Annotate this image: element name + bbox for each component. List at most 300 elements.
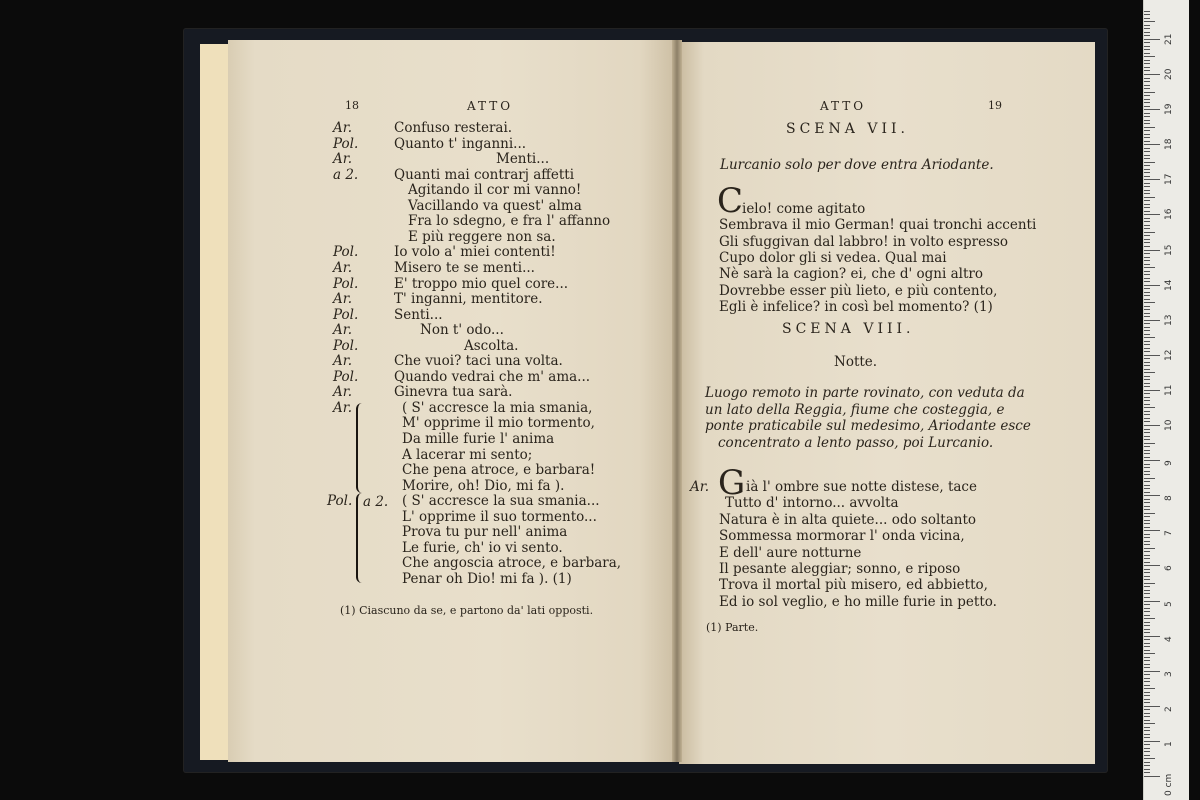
ruler-tick (1144, 239, 1150, 240)
ruler-tick (1144, 695, 1150, 696)
a2-marker: a 2. (363, 494, 389, 510)
scene7-dropcap: C (717, 181, 744, 221)
ruler-tick (1144, 85, 1150, 86)
verse-line: Ginevra tua sarà. (394, 384, 513, 401)
ruler-tick (1144, 130, 1150, 131)
ruler-tick (1144, 320, 1160, 321)
ruler-tick (1144, 211, 1150, 212)
ruler-tick (1144, 176, 1150, 177)
scene8-direction-line: un lato della Reggia, fiume che costeggia, e (705, 401, 1005, 418)
ruler-tick (1144, 260, 1150, 261)
ruler-tick (1144, 144, 1160, 145)
ruler-tick (1144, 225, 1150, 226)
ruler-tick (1144, 534, 1150, 535)
speaker-label: Ar. (333, 399, 353, 416)
ruler-tick (1144, 537, 1150, 538)
ruler-tick (1144, 727, 1150, 728)
ruler-tick (1144, 551, 1150, 552)
ruler-tick (1144, 632, 1150, 633)
left-page-number: 18 (345, 99, 359, 112)
ruler-tick (1144, 569, 1150, 570)
verse-line: Le furie, ch' io vi sento. (402, 539, 563, 556)
ruler-tick (1144, 267, 1155, 268)
ruler-number: 19 (1164, 103, 1174, 116)
ruler-tick (1144, 207, 1150, 208)
speaker-label: Pol. (333, 244, 359, 261)
ruler-number: 20 (1164, 68, 1174, 80)
ruler-tick (1144, 436, 1150, 437)
ruler-tick (1144, 414, 1150, 415)
ruler-tick (1144, 653, 1155, 654)
ruler-number: 10 (1164, 419, 1174, 431)
verse-line: Fra lo sdegno, e fra l' affanno (408, 213, 611, 230)
scene7-line: Egli è infelice? in così bel momento? (1) (719, 298, 993, 315)
ruler-tick (1144, 709, 1150, 710)
ruler-number: 14 (1164, 279, 1174, 291)
ruler-number: 7 (1164, 530, 1174, 537)
ruler-tick (1144, 67, 1150, 68)
ruler-tick (1144, 593, 1150, 594)
speaker-label: Ar. (333, 291, 353, 308)
ruler-tick (1144, 88, 1150, 89)
scene7-line: Sembrava il mio German! quai tronchi accenti (719, 217, 1037, 234)
scene8-line: E dell' aure notturne (719, 544, 862, 561)
ruler-tick (1144, 35, 1150, 36)
ruler-tick (1144, 278, 1150, 279)
ruler-tick (1144, 541, 1150, 542)
ruler-tick (1144, 70, 1150, 71)
scene7-title: SCENA VII. (786, 121, 909, 137)
ruler-tick (1144, 299, 1150, 300)
ruler-tick (1144, 737, 1150, 738)
left-brace-upper (356, 403, 366, 493)
right-page-number: 19 (988, 99, 1002, 112)
ruler-tick (1144, 523, 1150, 524)
ruler-number: 16 (1164, 208, 1174, 221)
ruler-tick (1144, 137, 1150, 138)
ruler-tick (1144, 457, 1150, 458)
ruler-tick (1144, 362, 1150, 363)
ruler-tick (1144, 421, 1150, 422)
ruler-tick (1144, 772, 1150, 773)
verse-line: Misero te se menti... (394, 259, 535, 276)
ruler-number: 17 (1164, 173, 1174, 186)
ruler-tick (1144, 246, 1150, 247)
verse-line: Quanti mai contrarj affetti (394, 166, 575, 183)
verse-line: Penar oh Dio! mi fa ). (1) (402, 570, 572, 587)
ruler-tick (1144, 397, 1150, 398)
ruler-tick (1144, 120, 1150, 121)
ruler-tick (1144, 355, 1160, 356)
ruler-tick (1144, 625, 1150, 626)
ruler-tick (1144, 148, 1150, 149)
ruler-tick (1144, 162, 1155, 163)
ruler-tick (1144, 485, 1150, 486)
ruler-tick (1144, 558, 1150, 559)
ruler-tick (1144, 478, 1155, 479)
verse-line: Ascolta. (464, 337, 519, 354)
scene7-line: ielo! come agitato (742, 201, 866, 217)
ruler-tick (1144, 629, 1150, 630)
ruler-tick (1144, 123, 1150, 124)
ruler-tick (1144, 639, 1150, 640)
ruler-number: 3 (1164, 670, 1174, 677)
ruler-tick (1144, 765, 1150, 766)
ruler-tick (1144, 513, 1155, 514)
ruler-tick (1144, 330, 1150, 331)
ruler-tick (1144, 509, 1150, 510)
ruler-tick (1144, 667, 1150, 668)
ruler-tick (1144, 14, 1150, 15)
verse-line: Prova tu pur nell' anima (402, 524, 568, 541)
ruler-tick (1144, 99, 1150, 100)
ruler-number: 13 (1164, 314, 1174, 326)
ruler-tick (1144, 155, 1150, 156)
ruler-tick (1144, 193, 1150, 194)
ruler-number: 15 (1164, 244, 1174, 256)
ruler-tick (1144, 92, 1155, 93)
ruler-tick (1144, 481, 1150, 482)
ruler-tick (1144, 583, 1155, 584)
ruler-tick (1144, 741, 1160, 742)
ruler-tick (1144, 250, 1160, 251)
ruler-tick (1144, 316, 1150, 317)
ruler-tick (1144, 692, 1150, 693)
scene8-line: Natura è in alta quiete... odo soltanto (719, 511, 976, 528)
ruler-tick (1144, 453, 1150, 454)
ruler-tick (1144, 386, 1150, 387)
ruler-tick (1144, 713, 1150, 714)
scene8-line: ià l' ombre sue notte distese, tace (746, 479, 977, 495)
ruler-tick (1144, 351, 1150, 352)
verse-line: E più reggere non sa. (408, 228, 556, 245)
ruler-number: 2 (1164, 706, 1174, 712)
speaker-label: Pol. (327, 493, 353, 510)
ruler-tick (1144, 776, 1160, 777)
ruler-tick (1144, 158, 1150, 159)
ruler-tick (1144, 660, 1150, 661)
verse-line: ( S' accresce la sua smania... (402, 493, 600, 510)
ruler-tick (1144, 646, 1150, 647)
ruler-tick (1144, 295, 1150, 296)
ruler-tick (1144, 190, 1150, 191)
verse-line: Quanto t' inganni... (394, 135, 527, 152)
ruler-tick (1144, 576, 1150, 577)
speaker-label: Pol. (333, 275, 359, 292)
scene7-direction: Lurcanio solo per dove entra Ariodante. (720, 157, 994, 173)
ruler-number: 12 (1164, 349, 1174, 361)
ruler-tick (1144, 372, 1155, 373)
ruler-tick (1144, 464, 1150, 465)
ruler-tick (1144, 257, 1150, 258)
ruler-tick (1144, 604, 1150, 605)
ruler-tick (1144, 348, 1150, 349)
ruler-tick (1144, 341, 1150, 342)
speaker-label: Pol. (333, 306, 359, 323)
ruler-tick (1144, 758, 1155, 759)
ruler-tick (1144, 141, 1150, 142)
ruler-tick (1144, 622, 1150, 623)
ruler-tick (1144, 102, 1150, 103)
verse-line: Io volo a' miei contenti! (394, 244, 556, 261)
ruler-number: 11 (1164, 384, 1174, 396)
ruler-tick (1144, 562, 1150, 563)
ruler-tick (1144, 309, 1150, 310)
ruler-tick (1144, 56, 1155, 57)
ruler-tick (1144, 46, 1150, 47)
scene8-title: SCENA VIII. (782, 321, 915, 337)
verse-line: Agitando il cor mi vanno! (408, 182, 582, 199)
ruler-tick (1144, 474, 1150, 475)
speaker-label: Pol. (333, 368, 359, 385)
verse-line: Che vuoi? taci una volta. (394, 353, 563, 370)
ruler-tick (1144, 657, 1150, 658)
ruler-tick (1144, 432, 1150, 433)
speaker-label: Ar. (333, 322, 353, 339)
speaker-label: Ar. (333, 384, 353, 401)
verse-line: M' opprime il mio tormento, (402, 415, 595, 432)
ruler-tick (1144, 615, 1150, 616)
scene8-line: Ed io sol veglio, e ho mille furie in petto. (719, 593, 997, 610)
ruler-tick (1144, 285, 1160, 286)
verse-line: ( S' accresce la mia smania, (402, 399, 593, 416)
ruler-tick (1144, 601, 1160, 602)
ruler-tick (1144, 664, 1150, 665)
ruler-tick (1144, 218, 1150, 219)
right-footnote: (1) Parte. (706, 621, 759, 634)
ruler-tick (1144, 590, 1150, 591)
verse-line: Senti... (394, 306, 443, 323)
verse-line: Confuso resterai. (394, 120, 513, 136)
ruler-tick (1144, 499, 1150, 500)
ruler-tick (1144, 716, 1150, 717)
left-footnote: (1) Ciascuno da se, e partono da' lati opposti. (340, 604, 594, 617)
ruler-tick (1144, 18, 1150, 19)
ruler-tick (1144, 113, 1150, 114)
ruler-tick (1144, 11, 1150, 12)
speaker-label: Pol. (333, 337, 359, 354)
scene8-line: Il pesante aleggiar; sonno, e riposo (719, 561, 961, 577)
ruler-tick (1144, 450, 1150, 451)
ruler-tick (1144, 172, 1150, 173)
ruler-tick (1144, 337, 1155, 338)
scene7-line: Nè sarà la cagion? ei, che d' ogni altro (719, 266, 983, 283)
ruler-tick (1144, 242, 1150, 243)
ruler-tick (1144, 78, 1150, 79)
ruler-tick (1144, 358, 1150, 359)
verse-line: Che pena atroce, e barbara! (402, 462, 596, 479)
ruler-tick (1144, 755, 1150, 756)
ruler-tick (1144, 579, 1150, 580)
ruler-tick (1144, 393, 1150, 394)
ruler-tick (1144, 404, 1150, 405)
ruler-tick (1144, 106, 1150, 107)
ruler-tick (1144, 281, 1150, 282)
verse-line: Vacillando va quest' alma (408, 197, 582, 214)
ruler-tick (1144, 32, 1150, 33)
ruler-tick (1144, 169, 1150, 170)
ruler-tick (1144, 685, 1150, 686)
ruler-tick (1144, 197, 1155, 198)
ruler-tick (1144, 411, 1150, 412)
front-cover-edge (200, 44, 230, 760)
ruler-tick (1144, 548, 1155, 549)
ruler-tick (1144, 744, 1150, 745)
scene8-direction-line: ponte praticabile sul medesimo, Ariodante esce (705, 418, 1031, 434)
ruler-tick (1144, 274, 1150, 275)
ruler-tick (1144, 723, 1155, 724)
ruler-tick (1144, 323, 1150, 324)
ruler-tick (1144, 183, 1150, 184)
verse-line: Che angoscia atroce, e barbara, (402, 555, 622, 572)
ruler-tick (1144, 730, 1150, 731)
ruler-tick (1144, 734, 1150, 735)
ruler-tick (1144, 611, 1150, 612)
ruler-tick (1144, 63, 1150, 64)
verse-line: E' troppo mio quel core... (394, 275, 569, 292)
ruler-tick (1144, 228, 1150, 229)
speaker-label: Ar. (333, 353, 353, 370)
speaker-label: Pol. (333, 135, 359, 152)
verse-line: Non t' odo... (420, 322, 504, 339)
ruler-tick (1144, 471, 1150, 472)
ruler-tick (1144, 288, 1150, 289)
ruler-tick (1144, 527, 1150, 528)
scene7-line: Gli sfuggivan dal labbro! in volto espresso (719, 233, 1009, 250)
scene8-line: Tutto d' intorno... avvolta (725, 495, 899, 512)
ruler-number: 18 (1164, 138, 1174, 151)
ruler-tick (1144, 204, 1150, 205)
verse-line: A lacerar mi sento; (402, 446, 533, 463)
ruler-tick (1144, 586, 1150, 587)
ruler-tick (1144, 134, 1150, 135)
ruler-tick (1144, 762, 1150, 763)
ruler-tick (1144, 488, 1150, 489)
ruler-number: 5 (1164, 600, 1174, 607)
ruler-tick (1144, 53, 1150, 54)
ruler-tick (1144, 313, 1150, 314)
ruler-tick (1144, 429, 1150, 430)
verse-line: Menti... (496, 151, 550, 168)
ruler-number: 9 (1164, 460, 1174, 467)
ruler-tick (1144, 400, 1150, 401)
ruler-tick (1144, 407, 1155, 408)
scene8-line: Sommessa mormorar l' onda vicina, (719, 528, 965, 545)
ruler-tick (1144, 200, 1150, 201)
ruler-tick (1144, 81, 1150, 82)
ruler-tick (1144, 751, 1150, 752)
scene8-direction-line: Luogo remoto in parte rovinato, con veduta da (705, 385, 1025, 401)
ruler-tick (1144, 334, 1150, 335)
ruler-tick (1144, 516, 1150, 517)
scene8-speaker: Ar. (690, 479, 710, 495)
ruler-tick (1144, 253, 1150, 254)
ruler-tick (1144, 264, 1150, 265)
ruler-tick (1144, 383, 1150, 384)
ruler-tick (1144, 446, 1150, 447)
ruler-tick (1144, 235, 1150, 236)
ruler-tick (1144, 39, 1160, 40)
ruler-tick (1144, 688, 1155, 689)
ruler-tick (1144, 443, 1155, 444)
book-gutter (672, 40, 682, 762)
ruler-tick (1144, 116, 1150, 117)
ruler-tick (1144, 127, 1155, 128)
ruler-tick (1144, 702, 1150, 703)
ruler-tick (1144, 369, 1150, 370)
ruler-tick (1144, 706, 1160, 707)
ruler-tick (1144, 60, 1150, 61)
ruler-tick (1144, 460, 1160, 461)
ruler-tick (1144, 186, 1150, 187)
ruler-tick (1144, 232, 1155, 233)
ruler-tick (1144, 439, 1150, 440)
ruler-tick (1144, 467, 1150, 468)
ruler-tick (1144, 674, 1150, 675)
ruler-tick (1144, 327, 1150, 328)
ruler-tick (1144, 699, 1150, 700)
scene7-line: Dovrebbe esser più lieto, e più contento, (719, 282, 998, 299)
ruler-tick (1144, 390, 1160, 391)
verse-line: Da mille furie l' anima (402, 431, 555, 447)
ruler-tick (1144, 179, 1160, 180)
ruler-tick (1144, 555, 1150, 556)
ruler-tick (1144, 418, 1150, 419)
ruler-tick (1144, 492, 1150, 493)
ruler-tick (1144, 42, 1150, 43)
ruler-tick (1144, 302, 1155, 303)
ruler-tick (1144, 520, 1150, 521)
ruler-tick (1144, 21, 1155, 22)
ruler-tick (1144, 681, 1150, 682)
ruler-number: 21 (1164, 33, 1174, 45)
ruler-number: 1 (1164, 741, 1174, 747)
verse-line: L' opprime il suo tormento... (402, 508, 597, 525)
ruler-tick (1144, 506, 1150, 507)
ruler-tick (1144, 221, 1150, 222)
ruler-tick (1144, 365, 1150, 366)
ruler-tick (1144, 425, 1160, 426)
ruler-tick (1144, 214, 1160, 215)
speaker-label: Ar. (333, 259, 353, 276)
measuring-ruler (1143, 0, 1189, 800)
ruler-tick (1144, 650, 1150, 651)
ruler-tick (1144, 344, 1150, 345)
scene8-dropcap: G (718, 463, 746, 503)
ruler-tick (1144, 748, 1150, 749)
ruler-tick (1144, 544, 1150, 545)
ruler-number: 0 cm (1164, 773, 1174, 796)
ruler-number: 4 (1164, 635, 1174, 642)
ruler-tick (1144, 109, 1160, 110)
ruler-tick (1144, 678, 1150, 679)
ruler-tick (1144, 565, 1160, 566)
ruler-tick (1144, 720, 1150, 721)
ruler-tick (1144, 618, 1155, 619)
ruler-tick (1144, 530, 1160, 531)
scene8-line: Trova il mortal più misero, ed abbietto, (719, 577, 988, 594)
right-page-header: ATTO (820, 99, 867, 113)
ruler-tick (1144, 306, 1150, 307)
left-page-header: ATTO (467, 99, 514, 113)
ruler-number: 6 (1164, 565, 1174, 572)
ruler-tick (1144, 376, 1150, 377)
ruler-tick (1144, 769, 1150, 770)
ruler-tick (1144, 28, 1150, 29)
verse-line: Morire, oh! Dio, mi fa ). (402, 477, 565, 494)
ruler-tick (1144, 495, 1160, 496)
ruler-tick (1144, 636, 1160, 637)
